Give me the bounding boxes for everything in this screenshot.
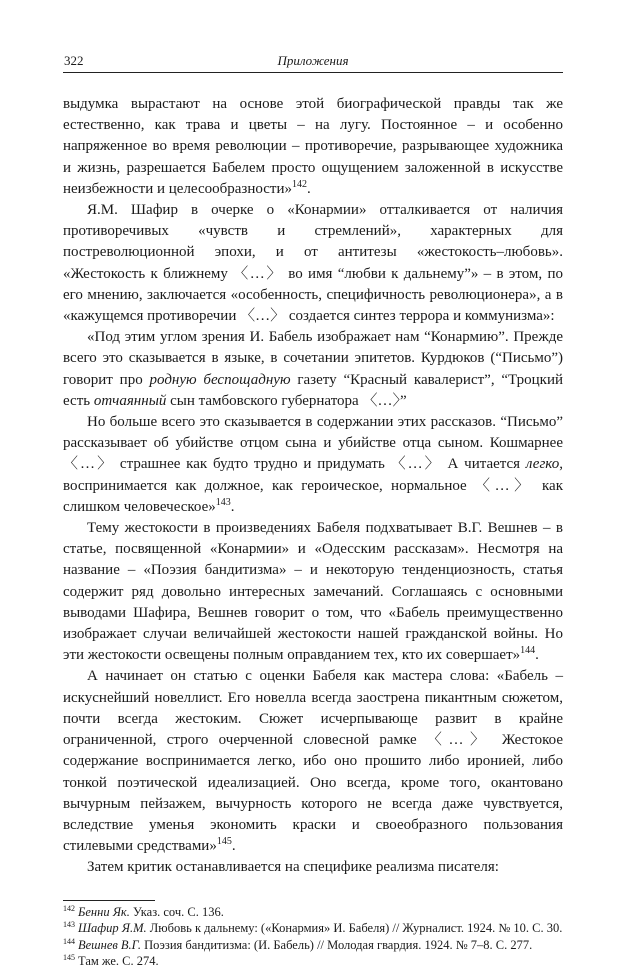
footnote-number: 144: [63, 936, 75, 946]
footnote-text: Указ. соч. С. 136.: [129, 904, 224, 919]
footnote-author: Вешнев В.Г.: [78, 937, 141, 952]
text-run: Но больше всего это сказывается в содержании этих рассказов. “Письмо” рассказывает об убийстве отцом сына и убийстве отца сыном. Кошмарнее 〈…〉 страшнее как будто трудно и придумать 〈…〉 А читается: [63, 414, 563, 473]
footnote: [63, 904, 563, 921]
footnote-author: Шафир Я.М.: [78, 921, 147, 936]
text-run: Затем критик останавливается на специфике реализма писателя:: [87, 859, 499, 876]
footnote: [63, 953, 563, 970]
paragraph: [63, 518, 563, 666]
page-number: 322: [64, 53, 84, 68]
footnote-number: 143: [63, 920, 75, 930]
footnote: [63, 937, 563, 954]
footnote-number: 142: [63, 903, 75, 913]
paragraph: [63, 412, 563, 518]
footnote-ref: 142: [291, 178, 307, 190]
footnote: [63, 920, 563, 937]
footnote-number: 145: [63, 953, 75, 963]
footnote-ref: 145: [216, 836, 232, 848]
emphasis-text: легко: [525, 456, 560, 473]
footnote-text: Поэзия бандитизма: (И. Бабель) // Молодая гвардия. 1924. № 7–8. С. 277.: [140, 937, 533, 952]
text-run: Я.М. Шафир в очерке о «Конармии» отталкивается от наличия противоречивых «чувств и стремлений», характерных для постреволюционной эпохи, и от антитезы «жестокость–любовь». «Жестокость к ближнему 〈…〉 во имя “любви к дальнему”» – в этом, по его мнению, заключается «особенность, специфичность революционера», а в «кажущемся противоречии 〈…〉 создается синтез террора и коммунизма»:: [63, 202, 563, 325]
running-head: [63, 50, 563, 72]
footnote-ref: 144: [520, 645, 536, 657]
footnotes: [63, 904, 563, 970]
text-run: А начинает он статью с оценки Бабеля как мастера слова: «Бабель – искуснейший новеллист. Его новелла всегда заострена пикантным сюжетом, почти всегда жестоким. Сюжет исчерпывающе развит в крайне ограниченной, строго очерченной словесной рамке 〈…〉 Жестокое содержание воспринимается легко, ибо оно прошито либо иронией, либо тонкой поэтической идеализацией. Оно всегда, кроме того, окантовано вычурным пейзажем, вычурность которого не всегда даже чувствуется, вследствие уменья экономить краски и своеобразного пользования стилевыми средствами»: [63, 668, 563, 855]
text-run: газету “Красный кавалерист”, “Троцкий есть: [63, 371, 564, 409]
footnote-ref: 143: [215, 496, 231, 508]
text-run: .: [306, 180, 311, 197]
emphasis-text: отчаянный: [93, 392, 167, 409]
body-text: [63, 94, 563, 879]
text-run: , воспринимается как должное, как героическое, нормальное 〈…〉 как слишком человеческое»: [63, 456, 563, 515]
text-run: .: [535, 647, 539, 664]
page: [63, 50, 563, 970]
section-title: Приложения: [277, 53, 349, 68]
paragraph: [63, 94, 563, 200]
text-run: Тему жестокости в произведениях Бабеля подхватывает В.Г. Вешнев – в статье, посвященной «Конармии» и «Одесским рассказам». Несмотря на название – «Поэзия бандитизма» – и некоторую тенденциозность, статья содержит ряд довольно интересных замечаний. Соглашаясь с основными выводами Шафира, Вешнев говорит о том, что «Бабель преимущественно изображает случаи величайшей жестокости нашей гражданской войны. Но эти жестокости освещены полным оправданием тех, кто их совершает»: [63, 520, 563, 664]
paragraph: [63, 327, 563, 412]
footnote-author: Бенни Як.: [78, 904, 130, 919]
emphasis-text: родную беспощадную: [149, 371, 291, 388]
paragraph: [63, 666, 563, 857]
text-run: .: [231, 838, 236, 855]
text-run: .: [230, 498, 235, 515]
text-run: выдумка вырастают на основе этой биографической правды так же естественно, как трава и цветы – на лугу. Постоянное – и особенно напряженное во время революции – противоречие, разрывающее художника и жизнь, разрешается Бабелем просто ощущением заложенной в искусстве неизбежности и целесообразности»: [63, 96, 563, 197]
header-rule: [63, 72, 563, 73]
text-run: «Под этим углом зрения И. Бабель изображает нам “Конармию”. Прежде всего это сказывается в языке, в сочетании эпитетов. Курдюков (“Письмо”) говорит про: [63, 329, 563, 388]
paragraph: [63, 857, 563, 878]
text-run: сын тамбовского губернатора 〈…〉”: [166, 392, 407, 409]
footnote-text: Там же. С. 274.: [78, 954, 159, 969]
footnote-rule: [63, 900, 155, 901]
paragraph: [63, 200, 563, 327]
footnote-text: Любовь к дальнему: («Конармия» И. Бабеля) // Журналист. 1924. № 10. С. 30.: [146, 921, 563, 936]
